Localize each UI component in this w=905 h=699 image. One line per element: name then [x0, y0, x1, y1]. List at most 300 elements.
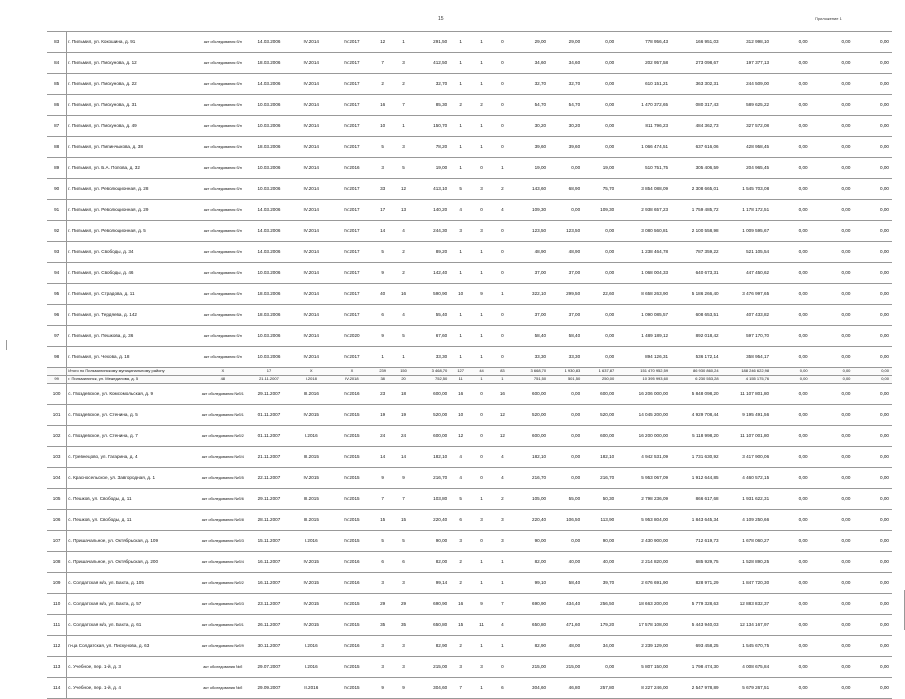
table-cell: 1 066 474,51 [617, 137, 671, 158]
table-cell: 32,70 [549, 74, 583, 95]
table-cell: 866 617,68 [671, 489, 722, 510]
table-cell: 0,00 [853, 347, 892, 368]
table-cell: IV.2017 [332, 116, 373, 137]
table-cell: 204 965,45 [722, 158, 773, 179]
table-cell: 3 [492, 510, 513, 531]
table-cell: 105,00 [513, 489, 549, 510]
table-cell: IV.2014 [291, 137, 332, 158]
table-cell: 37,00 [513, 263, 549, 284]
table-cell: 0,00 [853, 489, 892, 510]
table-cell [47, 368, 67, 376]
table-cell: 1 759 485,72 [671, 200, 722, 221]
table-cell: 11 [450, 376, 471, 384]
table-cell: 123,50 [513, 221, 549, 242]
document-cell: акт обследования №б/4 [199, 447, 247, 468]
total-row [47, 376, 892, 384]
table-cell: 2 [393, 74, 414, 95]
table-cell: 1 [492, 636, 513, 657]
table-cell: 12 [492, 426, 513, 447]
table-cell: 88 [47, 137, 67, 158]
table-cell: 0,00 [853, 426, 892, 447]
table-cell: 37,00 [549, 263, 583, 284]
table-cell: 640 673,31 [671, 263, 722, 284]
table-cell: 0 [471, 447, 492, 468]
table-cell: 9 195 491,56 [722, 405, 773, 426]
table-cell: IV.2014 [291, 116, 332, 137]
table-cell: 3 854 088,09 [617, 179, 671, 200]
table-cell: 1 178 172,51 [722, 200, 773, 221]
table-cell: 55,40 [414, 305, 450, 326]
table-cell: 0 [492, 95, 513, 116]
table-cell: 3 [393, 53, 414, 74]
table-cell: 11 107 001,80 [722, 426, 773, 447]
table-cell: 1 847 720,30 [722, 573, 773, 594]
table-cell: 0,00 [811, 263, 854, 284]
table-cell: 484 362,73 [671, 116, 722, 137]
table-row [47, 305, 892, 326]
table-cell: 10.03.2006 [247, 326, 291, 347]
table-cell: 5 [372, 137, 393, 158]
table-cell: 3 417 900,06 [722, 447, 773, 468]
table-cell: 4 [393, 305, 414, 326]
table-cell: 0,00 [853, 242, 892, 263]
table-cell: 0,00 [853, 158, 892, 179]
address-cell: Итого по Пильмилинскому муниципальному району [67, 368, 199, 376]
table-cell: 18.03.2006 [247, 305, 291, 326]
table-cell: 0 [492, 74, 513, 95]
address-cell: г. Пильмил, ул. Свободы, д. 34 [67, 242, 199, 263]
table-cell: 35 [372, 615, 393, 636]
table-cell: 0,00 [853, 573, 892, 594]
table-cell: IV.2018 [332, 376, 373, 384]
table-cell: IV.2015 [332, 447, 373, 468]
table-row [47, 678, 892, 699]
table-cell: IV.2015 [332, 489, 373, 510]
address-cell: с. Красносельское, ул. Завгородная, д. 1 [67, 468, 199, 489]
table-cell: 520,00 [583, 405, 617, 426]
table-cell: 0,00 [853, 326, 892, 347]
document-cell: акт обследования б/н [199, 95, 247, 116]
table-row [47, 489, 892, 510]
table-cell: 17 [372, 200, 393, 221]
table-cell: 407 433,82 [722, 305, 773, 326]
table-cell: 01.11.2007 [247, 405, 291, 426]
table-cell: 30.11.2007 [247, 636, 291, 657]
table-cell: 32,70 [513, 74, 549, 95]
table-cell: 86 930 860,24 [671, 368, 722, 376]
table-cell: 7 [372, 489, 393, 510]
table-cell: 7 [393, 489, 414, 510]
table-cell: 4 [492, 200, 513, 221]
table-cell: 37,00 [549, 305, 583, 326]
table-cell: 14 [393, 447, 414, 468]
table-cell: 16 [372, 95, 393, 116]
table-cell: 1 [492, 573, 513, 594]
table-cell: 0,00 [811, 137, 854, 158]
address-cell: г. Пильмил, ул. Б.А. Попова, д. 32 [67, 158, 199, 179]
table-cell: 1 545 703,08 [722, 179, 773, 200]
table-cell: 5 953 067,09 [617, 468, 671, 489]
table-cell: 10 [450, 284, 471, 305]
table-cell: 5 [450, 179, 471, 200]
table-row [47, 284, 892, 305]
table-cell: 0,00 [583, 263, 617, 284]
table-cell: 26.11.2007 [247, 615, 291, 636]
table-cell: 37,00 [513, 305, 549, 326]
table-cell: 67,60 [414, 326, 450, 347]
table-cell: 9 [471, 594, 492, 615]
table-cell: III.2015 [291, 489, 332, 510]
table-cell: 0,00 [772, 200, 810, 221]
table-cell: IV.2016 [332, 552, 373, 573]
table-cell: 16 [450, 384, 471, 405]
table-cell: 600,00 [513, 426, 549, 447]
table-cell: 2 214 820,00 [617, 552, 671, 573]
table-row [47, 594, 892, 615]
table-row [47, 200, 892, 221]
address-cell: с. Пешков, ул. Свободы, д. 11 [67, 489, 199, 510]
table-cell: 97 [47, 326, 67, 347]
table-cell: 1 [471, 137, 492, 158]
table-cell: 650,80 [513, 615, 549, 636]
table-cell: 0,00 [853, 179, 892, 200]
table-cell: 19 [393, 405, 414, 426]
table-cell: IV.2015 [291, 405, 332, 426]
table-cell: 600,00 [414, 384, 450, 405]
table-cell: IV.2017 [332, 305, 373, 326]
table-cell: 0,00 [772, 531, 810, 552]
table-cell: 23 [372, 384, 393, 405]
table-cell: 0 [492, 32, 513, 53]
table-cell: 5 [393, 531, 414, 552]
table-cell: 0,00 [772, 678, 810, 699]
table-row [47, 116, 892, 137]
table-cell: 75,70 [583, 179, 617, 200]
appendix-label: Приложение 1 [815, 16, 842, 21]
table-cell: 182,10 [414, 447, 450, 468]
table-cell: IV.2014 [291, 158, 332, 179]
table-cell: IV.2017 [332, 221, 373, 242]
table-cell: 0,00 [772, 116, 810, 137]
table-cell: 33 [372, 179, 393, 200]
document-cell: акт обследования б/н [199, 116, 247, 137]
table-cell: 58,40 [549, 573, 583, 594]
table-cell: 0 [492, 242, 513, 263]
table-cell: 787 359,22 [671, 242, 722, 263]
table-cell: 2 [492, 179, 513, 200]
table-cell: 1 930,83 [549, 368, 583, 376]
table-cell: 19,00 [513, 158, 549, 179]
register-table-body [47, 32, 892, 699]
table-cell: 894 126,31 [617, 347, 671, 368]
table-cell: 143,60 [513, 179, 549, 200]
table-cell: 0,00 [811, 74, 854, 95]
table-row [47, 242, 892, 263]
table-cell: IV.2015 [332, 405, 373, 426]
table-cell: IV.2014 [291, 221, 332, 242]
table-cell: 1 068 004,33 [617, 263, 671, 284]
table-cell: 32,70 [414, 74, 450, 95]
table-cell: 0,00 [853, 657, 892, 678]
table-cell: 0,00 [772, 242, 810, 263]
table-cell: 0,00 [853, 376, 892, 384]
table-cell: 4 155 175,76 [722, 376, 773, 384]
table-cell: 108 [47, 552, 67, 573]
table-cell: 1 [450, 53, 471, 74]
table-cell: 40,00 [583, 552, 617, 573]
table-cell: IV.2017 [332, 95, 373, 116]
table-cell: 5 [393, 158, 414, 179]
table-cell: 0,00 [772, 636, 810, 657]
table-cell: 4 [450, 468, 471, 489]
table-cell: 150 [393, 368, 414, 376]
table-cell: 1 [492, 158, 513, 179]
table-cell: 7 [393, 95, 414, 116]
table-cell: 48,90 [513, 242, 549, 263]
table-cell: IV.2015 [291, 573, 332, 594]
table-cell: 778 956,43 [617, 32, 671, 53]
table-cell: 0,00 [583, 32, 617, 53]
table-cell: 1 [450, 74, 471, 95]
table-cell: 0,00 [853, 305, 892, 326]
table-cell: 0,00 [583, 347, 617, 368]
table-cell: 1 545 670,75 [722, 636, 773, 657]
table-cell: 0 [492, 347, 513, 368]
table-cell: 501,50 [549, 376, 583, 384]
table-cell: 10.03.2006 [247, 158, 291, 179]
table-cell: IV.2017 [332, 53, 373, 74]
table-cell: 105 [47, 489, 67, 510]
table-cell: 14 [372, 221, 393, 242]
table-cell: 28.11.2007 [247, 510, 291, 531]
table-cell: 90,00 [513, 531, 549, 552]
table-cell: 10.03.2006 [247, 347, 291, 368]
table-row [47, 573, 892, 594]
table-cell: 1 [492, 552, 513, 573]
table-cell: 18.03.2006 [247, 284, 291, 305]
table-cell: 96 [47, 305, 67, 326]
document-cell: акт обследования б/н [199, 263, 247, 284]
table-cell: 84 [47, 53, 67, 74]
table-cell: 0,00 [772, 284, 810, 305]
table-cell: 1 731 630,92 [671, 447, 722, 468]
table-cell: 589 625,22 [722, 95, 773, 116]
table-cell: 6 [372, 305, 393, 326]
table-cell: 0,00 [811, 347, 854, 368]
document-cell: акт обследования б/н [199, 179, 247, 200]
table-cell: 16 200 000,00 [617, 426, 671, 447]
table-cell: 4 [492, 468, 513, 489]
table-cell: 0,00 [772, 405, 810, 426]
table-cell: 1 [471, 263, 492, 284]
address-cell: с. Гвоздевское, ул. Стенина, д. 5 [67, 405, 199, 426]
table-cell: 5 [393, 326, 414, 347]
table-cell: 202 957,58 [617, 53, 671, 74]
table-cell: 17 [247, 368, 291, 376]
table-cell: 520,00 [414, 405, 450, 426]
table-cell: II.2016 [291, 678, 332, 699]
table-cell: I.2016 [291, 531, 332, 552]
table-cell: 90,00 [583, 531, 617, 552]
table-cell: 1 637,87 [583, 368, 617, 376]
table-cell: 24 [372, 426, 393, 447]
table-cell: 471,60 [549, 615, 583, 636]
table-cell: 0,00 [772, 74, 810, 95]
table-cell: 9 [372, 263, 393, 284]
table-cell: 1 090 085,57 [617, 305, 671, 326]
table-cell: 0,00 [772, 615, 810, 636]
table-cell: 0 [492, 657, 513, 678]
table-cell: 33,30 [414, 347, 450, 368]
table-cell: 1 [471, 573, 492, 594]
table-cell: 166 951,03 [671, 32, 722, 53]
table-cell: 1 [393, 32, 414, 53]
table-cell: 114 [47, 678, 67, 699]
table-cell: 19,00 [414, 158, 450, 179]
table-cell: 1 [471, 74, 492, 95]
table-cell: 109,30 [583, 200, 617, 221]
table-cell: 4 [393, 221, 414, 242]
table-cell: 0,00 [549, 158, 583, 179]
table-cell: 510 751,75 [617, 158, 671, 179]
table-cell: 01.11.2007 [247, 426, 291, 447]
table-row [47, 510, 892, 531]
document-cell: акт обследования №б [199, 657, 247, 678]
table-cell: 111 [47, 615, 67, 636]
table-cell: 90,00 [414, 531, 450, 552]
table-cell: 33,30 [513, 347, 549, 368]
table-cell: 5 807 150,00 [617, 657, 671, 678]
table-cell: IV.2015 [332, 468, 373, 489]
table-cell: 17 578 108,00 [617, 615, 671, 636]
table-cell: IV.2014 [291, 242, 332, 263]
table-cell: 2 [372, 74, 393, 95]
table-cell: 3 468,70 [414, 368, 450, 376]
table-cell: 3 [471, 179, 492, 200]
table-cell: 14.03.2006 [247, 32, 291, 53]
document-cell: акт обследования №б/2 [199, 573, 247, 594]
table-cell: 0,00 [583, 137, 617, 158]
table-cell: 13 [393, 200, 414, 221]
table-cell: 103,80 [414, 489, 450, 510]
table-cell: 1 [450, 32, 471, 53]
table-cell: 0,00 [772, 489, 810, 510]
address-cell: с. Солдатская м/з, ул. Бахта, д. 105 [67, 573, 199, 594]
table-cell: 0,00 [853, 531, 892, 552]
table-cell: 1 [471, 347, 492, 368]
table-cell: 113 [47, 657, 67, 678]
table-cell: 12 [393, 179, 414, 200]
binding-mark [6, 340, 7, 350]
table-cell: 86 [47, 95, 67, 116]
table-cell: I.2016 [291, 657, 332, 678]
address-cell: с. Учебное, пер. 1-й, д. 3 [67, 657, 199, 678]
table-cell: 14.03.2006 [247, 221, 291, 242]
table-cell: 685 929,75 [671, 552, 722, 573]
table-cell: IV.2014 [291, 305, 332, 326]
document-cell: акт обследования б/н [199, 200, 247, 221]
table-cell: 23.11.2007 [247, 594, 291, 615]
table-cell: 4 929 708,44 [671, 405, 722, 426]
table-cell: 0,00 [811, 510, 854, 531]
table-cell: 40 [372, 284, 393, 305]
table-cell: IV.2017 [332, 179, 373, 200]
table-cell: 0,00 [811, 242, 854, 263]
table-cell: IV.2017 [332, 32, 373, 53]
table-cell: IV.2014 [291, 95, 332, 116]
table-cell: 5 779 328,63 [671, 594, 722, 615]
table-cell: 0,00 [811, 95, 854, 116]
table-cell: 4 [492, 447, 513, 468]
table-cell: 10.03.2006 [247, 179, 291, 200]
table-cell: 250,00 [583, 376, 617, 384]
table-cell: 1 [450, 326, 471, 347]
table-cell: 0,00 [549, 426, 583, 447]
address-cell: г. Пильмил, ул. Чехова, д. 18 [67, 347, 199, 368]
table-cell: 0,00 [811, 376, 854, 384]
table-row [47, 158, 892, 179]
table-cell: 0,00 [772, 326, 810, 347]
table-cell: 15.11.2007 [247, 531, 291, 552]
table-cell: 2 798 236,09 [617, 489, 671, 510]
table-cell: 9 [393, 468, 414, 489]
table-cell: 215,00 [549, 657, 583, 678]
table-row [47, 405, 892, 426]
table-cell: 0 [492, 221, 513, 242]
table-cell: 637 616,06 [671, 137, 722, 158]
table-cell: 38 [372, 376, 393, 384]
table-cell: 6 [393, 552, 414, 573]
table-cell: 0,00 [549, 531, 583, 552]
document-cell: акт обследования б/н [199, 326, 247, 347]
total-row [47, 368, 892, 376]
table-cell: 1 843 645,34 [671, 510, 722, 531]
table-cell: 0,00 [772, 594, 810, 615]
table-cell: 2 239 129,00 [617, 636, 671, 657]
table-cell: 5 118 998,20 [671, 426, 722, 447]
table-cell: 600,00 [583, 426, 617, 447]
table-cell: 0,00 [772, 347, 810, 368]
table-cell: 0,00 [772, 657, 810, 678]
table-cell: 690,90 [414, 594, 450, 615]
table-cell: 0,00 [853, 137, 892, 158]
table-cell: 1 [471, 53, 492, 74]
table-cell: 12 883 832,37 [722, 594, 773, 615]
table-row [47, 447, 892, 468]
table-cell: 1 [471, 636, 492, 657]
table-cell: IV.2015 [332, 615, 373, 636]
table-cell: 2 [492, 489, 513, 510]
document-cell: акт обследования №б/3 [199, 594, 247, 615]
table-cell: 0,00 [583, 74, 617, 95]
table-cell: IV.2014 [291, 32, 332, 53]
table-row [47, 221, 892, 242]
table-cell: 2 [393, 263, 414, 284]
address-cell: с. Солдатская м/з, ул. Бахта, д. 57 [67, 594, 199, 615]
table-cell: 46,80 [549, 678, 583, 699]
table-row [47, 615, 892, 636]
document-cell: акт обследования №б/2 [199, 426, 247, 447]
table-cell: 273 098,67 [671, 53, 722, 74]
table-cell: 1 [471, 552, 492, 573]
table-cell: 412,50 [414, 53, 450, 74]
table-cell: 0,00 [853, 95, 892, 116]
table-cell: X [332, 368, 373, 376]
table-row [47, 384, 892, 405]
table-cell: 2 676 691,90 [617, 573, 671, 594]
table-cell: 82,00 [513, 552, 549, 573]
table-cell: 0,00 [811, 158, 854, 179]
